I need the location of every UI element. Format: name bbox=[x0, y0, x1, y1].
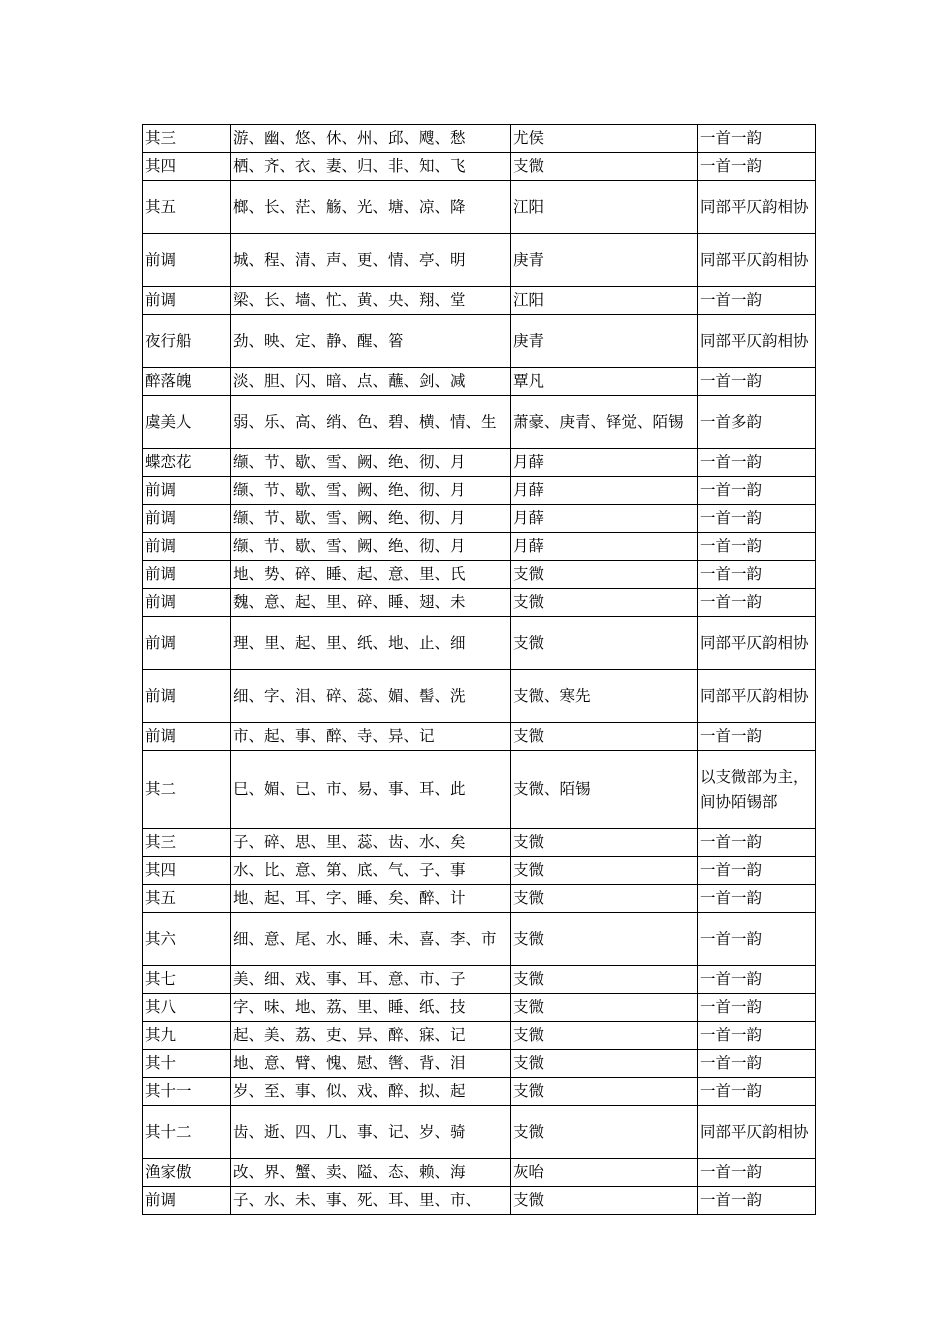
table-row bbox=[143, 829, 816, 857]
tune-name: 其七 bbox=[143, 966, 231, 994]
rhyme-note: 一首一韵 bbox=[698, 561, 816, 589]
tune-name: 前调 bbox=[143, 617, 231, 670]
rhyme-chars: 榔、长、茫、觞、光、塘、凉、降 bbox=[231, 181, 511, 234]
tune-name: 渔家傲 bbox=[143, 1159, 231, 1187]
tune-name: 醉落魄 bbox=[143, 368, 231, 396]
rhyme-group: 尤侯 bbox=[511, 125, 698, 153]
rhyme-group: 支微 bbox=[511, 153, 698, 181]
rhyme-note: 一首一韵 bbox=[698, 1159, 816, 1187]
rhyme-note: 一首一韵 bbox=[698, 589, 816, 617]
tune-name: 前调 bbox=[143, 723, 231, 751]
rhyme-chars: 细、字、泪、碎、蕊、媚、髻、洗 bbox=[231, 670, 511, 723]
table-row bbox=[143, 368, 816, 396]
rhyme-group: 支微 bbox=[511, 617, 698, 670]
rhyme-group: 支微 bbox=[511, 561, 698, 589]
rhyme-note: 一首一韵 bbox=[698, 533, 816, 561]
rhyme-group: 月薛 bbox=[511, 477, 698, 505]
table-row bbox=[143, 181, 816, 234]
rhyme-note: 一首多韵 bbox=[698, 396, 816, 449]
table-row bbox=[143, 723, 816, 751]
rhyme-group: 支微 bbox=[511, 1050, 698, 1078]
rhyme-chars: 缬、节、歇、雪、阙、绝、彻、月 bbox=[231, 449, 511, 477]
table-row bbox=[143, 885, 816, 913]
rhyme-chars: 魏、意、起、里、碎、睡、翅、未 bbox=[231, 589, 511, 617]
table-row bbox=[143, 857, 816, 885]
rhyme-group: 支微 bbox=[511, 885, 698, 913]
rhyme-group: 支微 bbox=[511, 966, 698, 994]
table-row bbox=[143, 1187, 816, 1215]
rhyme-note: 一首一韵 bbox=[698, 1078, 816, 1106]
rhyme-chars: 地、势、碎、睡、起、意、里、氏 bbox=[231, 561, 511, 589]
tune-name: 其四 bbox=[143, 857, 231, 885]
rhyme-group: 江阳 bbox=[511, 287, 698, 315]
tune-name: 前调 bbox=[143, 505, 231, 533]
rhyme-group: 支微 bbox=[511, 1022, 698, 1050]
tune-name: 其九 bbox=[143, 1022, 231, 1050]
rhyme-group: 支微 bbox=[511, 589, 698, 617]
tune-name: 蝶恋花 bbox=[143, 449, 231, 477]
rhyme-note: 同部平仄韵相协 bbox=[698, 315, 816, 368]
tune-name: 夜行船 bbox=[143, 315, 231, 368]
tune-name: 前调 bbox=[143, 561, 231, 589]
rhyme-group: 萧豪、庚青、铎觉、陌锡 bbox=[511, 396, 698, 449]
rhyme-chars: 改、界、蟹、卖、隘、态、赖、海 bbox=[231, 1159, 511, 1187]
rhyme-chars: 缬、节、歇、雪、阙、绝、彻、月 bbox=[231, 477, 511, 505]
table-row bbox=[143, 913, 816, 966]
rhyme-group: 庚青 bbox=[511, 234, 698, 287]
tune-name: 前调 bbox=[143, 1187, 231, 1215]
rhyme-group: 江阳 bbox=[511, 181, 698, 234]
rhyme-chars: 子、水、未、事、死、耳、里、市、 bbox=[231, 1187, 511, 1215]
tune-name: 其十二 bbox=[143, 1106, 231, 1159]
table-row bbox=[143, 153, 816, 181]
table-row bbox=[143, 505, 816, 533]
rhyme-note: 一首一韵 bbox=[698, 1050, 816, 1078]
rhyme-note: 一首一韵 bbox=[698, 153, 816, 181]
tune-name: 其五 bbox=[143, 885, 231, 913]
rhyme-note: 一首一韵 bbox=[698, 449, 816, 477]
rhyme-chars: 市、起、事、醉、寺、异、记 bbox=[231, 723, 511, 751]
tune-name: 其十一 bbox=[143, 1078, 231, 1106]
rhyme-note: 一首一韵 bbox=[698, 966, 816, 994]
rhyme-note: 一首一韵 bbox=[698, 505, 816, 533]
rhyme-chars: 齿、逝、四、几、事、记、岁、骑 bbox=[231, 1106, 511, 1159]
table-row bbox=[143, 533, 816, 561]
rhyme-note: 一首一韵 bbox=[698, 994, 816, 1022]
rhyme-note: 一首一韵 bbox=[698, 125, 816, 153]
table-row bbox=[143, 315, 816, 368]
rhyme-chars: 岁、至、事、似、戏、醉、拟、起 bbox=[231, 1078, 511, 1106]
rhyme-group: 月薛 bbox=[511, 449, 698, 477]
tune-name: 前调 bbox=[143, 287, 231, 315]
rhyme-chars: 淡、胆、闪、暗、点、蘸、剑、减 bbox=[231, 368, 511, 396]
table-row bbox=[143, 617, 816, 670]
table-row bbox=[143, 589, 816, 617]
rhyme-group: 支微 bbox=[511, 723, 698, 751]
rhyme-chars: 子、碎、思、里、蕊、齿、水、矣 bbox=[231, 829, 511, 857]
rhyme-note: 一首一韵 bbox=[698, 287, 816, 315]
rhyme-note: 一首一韵 bbox=[698, 1187, 816, 1215]
tune-name: 其五 bbox=[143, 181, 231, 234]
tune-name: 其三 bbox=[143, 829, 231, 857]
rhyme-group: 月薛 bbox=[511, 533, 698, 561]
rhyme-group: 支微 bbox=[511, 994, 698, 1022]
table-row bbox=[143, 561, 816, 589]
rhyme-note: 同部平仄韵相协 bbox=[698, 181, 816, 234]
rhyme-note: 同部平仄韵相协 bbox=[698, 1106, 816, 1159]
tune-name: 前调 bbox=[143, 670, 231, 723]
rhyme-note: 同部平仄韵相协 bbox=[698, 234, 816, 287]
rhyme-group: 支微 bbox=[511, 1187, 698, 1215]
rhyme-group: 支微 bbox=[511, 857, 698, 885]
tune-name: 前调 bbox=[143, 589, 231, 617]
rhyme-note: 一首一韵 bbox=[698, 1022, 816, 1050]
rhyme-chars: 梁、长、墙、忙、黄、央、翔、堂 bbox=[231, 287, 511, 315]
tune-name: 前调 bbox=[143, 234, 231, 287]
table-row bbox=[143, 670, 816, 723]
rhyme-chars: 缬、节、歇、雪、阙、绝、彻、月 bbox=[231, 533, 511, 561]
rhyme-note: 一首一韵 bbox=[698, 477, 816, 505]
rhyme-note: 一首一韵 bbox=[698, 885, 816, 913]
table-row bbox=[143, 477, 816, 505]
rhyme-note: 同部平仄韵相协 bbox=[698, 617, 816, 670]
table-row bbox=[143, 449, 816, 477]
tune-name: 前调 bbox=[143, 533, 231, 561]
rhyme-table bbox=[142, 124, 816, 1215]
rhyme-chars: 理、里、起、里、纸、地、止、细 bbox=[231, 617, 511, 670]
rhyme-chars: 城、程、清、声、更、情、亭、明 bbox=[231, 234, 511, 287]
tune-name: 其十 bbox=[143, 1050, 231, 1078]
rhyme-chars: 游、幽、悠、休、州、邱、飕、愁 bbox=[231, 125, 511, 153]
table-row bbox=[143, 287, 816, 315]
rhyme-note: 同部平仄韵相协 bbox=[698, 670, 816, 723]
rhyme-table-body bbox=[143, 125, 816, 1215]
tune-name: 虞美人 bbox=[143, 396, 231, 449]
rhyme-chars: 栖、齐、衣、妻、归、非、知、飞 bbox=[231, 153, 511, 181]
rhyme-group: 月薛 bbox=[511, 505, 698, 533]
table-row bbox=[143, 1159, 816, 1187]
rhyme-note: 以支微部为主，间协陌锡部 bbox=[698, 751, 816, 829]
rhyme-group: 支微 bbox=[511, 1106, 698, 1159]
table-row bbox=[143, 234, 816, 287]
rhyme-chars: 字、味、地、荔、里、睡、纸、技 bbox=[231, 994, 511, 1022]
table-row bbox=[143, 396, 816, 449]
rhyme-chars: 劲、映、定、静、醒、箵 bbox=[231, 315, 511, 368]
rhyme-chars: 缬、节、歇、雪、阙、绝、彻、月 bbox=[231, 505, 511, 533]
rhyme-chars: 细、意、尾、水、睡、未、喜、李、市 bbox=[231, 913, 511, 966]
rhyme-note: 一首一韵 bbox=[698, 913, 816, 966]
rhyme-chars: 地、意、臂、愧、慰、辔、背、泪 bbox=[231, 1050, 511, 1078]
table-row bbox=[143, 751, 816, 829]
rhyme-group: 支微、陌锡 bbox=[511, 751, 698, 829]
rhyme-note: 一首一韵 bbox=[698, 368, 816, 396]
table-row bbox=[143, 1078, 816, 1106]
table-row bbox=[143, 966, 816, 994]
rhyme-chars: 弱、乐、高、绡、色、碧、横、情、生 bbox=[231, 396, 511, 449]
rhyme-group: 支微、寒先 bbox=[511, 670, 698, 723]
rhyme-group: 覃凡 bbox=[511, 368, 698, 396]
tune-name: 其三 bbox=[143, 125, 231, 153]
rhyme-chars: 起、美、荔、吏、异、醉、寐、记 bbox=[231, 1022, 511, 1050]
rhyme-group: 庚青 bbox=[511, 315, 698, 368]
rhyme-note: 一首一韵 bbox=[698, 723, 816, 751]
tune-name: 其八 bbox=[143, 994, 231, 1022]
tune-name: 其二 bbox=[143, 751, 231, 829]
table-row bbox=[143, 125, 816, 153]
rhyme-chars: 水、比、意、第、底、气、子、事 bbox=[231, 857, 511, 885]
rhyme-group: 支微 bbox=[511, 913, 698, 966]
tune-name: 前调 bbox=[143, 477, 231, 505]
table-row bbox=[143, 1106, 816, 1159]
table-row bbox=[143, 994, 816, 1022]
tune-name: 其四 bbox=[143, 153, 231, 181]
rhyme-chars: 地、起、耳、字、睡、矣、醉、计 bbox=[231, 885, 511, 913]
rhyme-note: 一首一韵 bbox=[698, 857, 816, 885]
rhyme-group: 支微 bbox=[511, 1078, 698, 1106]
tune-name: 其六 bbox=[143, 913, 231, 966]
table-row bbox=[143, 1050, 816, 1078]
rhyme-chars: 美、细、戏、事、耳、意、市、子 bbox=[231, 966, 511, 994]
rhyme-chars: 巳、媚、已、市、易、事、耳、此 bbox=[231, 751, 511, 829]
rhyme-group: 灰咍 bbox=[511, 1159, 698, 1187]
table-row bbox=[143, 1022, 816, 1050]
rhyme-note: 一首一韵 bbox=[698, 829, 816, 857]
rhyme-group: 支微 bbox=[511, 829, 698, 857]
